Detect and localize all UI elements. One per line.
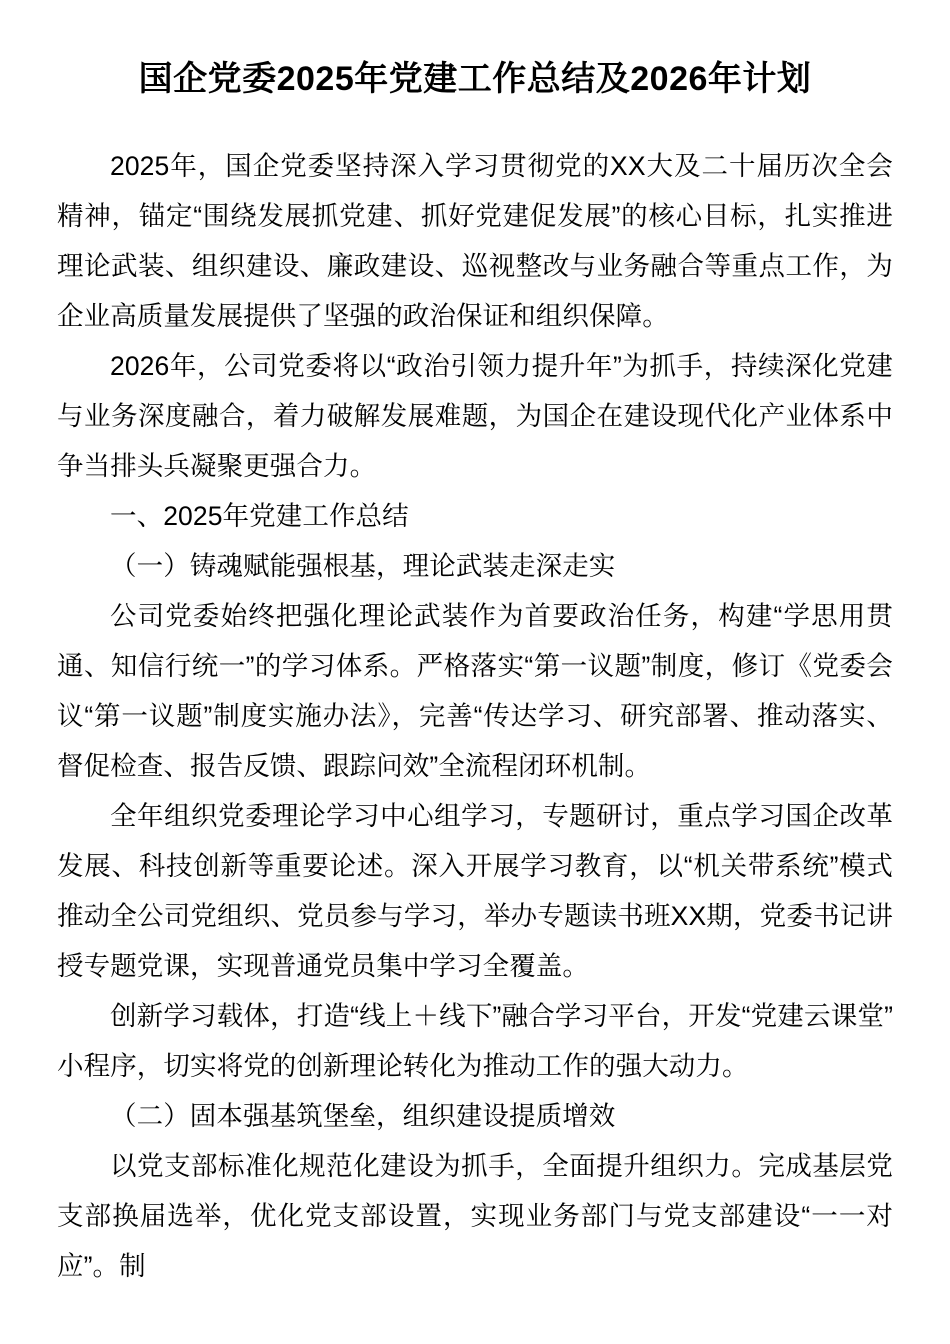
page-title: 国企党委2025年党建工作总结及2026年计划 — [138, 60, 812, 98]
paragraph-4: 全年组织党委理论学习中心组学习，专题研讨，重点学习国企改革发展、科技创新等重要论述。深入开展学习教育，以“机关带系统”模式推动全公司党组织、党员参与学习，举办专题读书班XX期，党委书记讲授专题党课，实现普通党员集中学习全覆盖。 — [57, 800, 893, 981]
paragraph-6: 以党支部标准化规范化建设为抓手，全面提升组织力。完成基层党支部换届选举，优化党支部设置，实现业务部门与党支部建设“一一对应”。制 — [57, 1150, 893, 1281]
paragraph-5: 创新学习载体，打造“线上＋线下”融合学习平台，开发“党建云课堂”小程序，切实将党的创新理论转化为推动工作的强大动力。 — [57, 1000, 893, 1081]
section-heading-1: 一、2025年党建工作总结 — [110, 500, 409, 531]
title-spacer — [57, 103, 893, 141]
paragraph-3: 公司党委始终把强化理论武装作为首要政治任务，构建“学思用贯通、知信行统一”的学习体系。严格落实“第一议题”制度，修订《党委会议“第一议题”制度实施办法》，完善“传达学习、研究部署、推动落实、督促检查、报告反馈、跟踪问效”全流程闭环机制。 — [57, 600, 893, 781]
paragraph-1: 2025年，国企党委坚持深入学习贯彻党的XX大及二十届历次全会精神，锚定“围绕发展抓党建、抓好党建促发展”的核心目标，扎实推进理论武装、组织建设、廉政建设、巡视整改与业务融合等重点工作，为企业高质量发展提供了坚强的政治保证和组织保障。 — [57, 150, 893, 331]
document-body — [57, 0, 893, 1291]
subsection-heading-1: （一）铸魂赋能强根基，理论武装走深走实 — [110, 550, 616, 581]
paragraph-2: 2026年，公司党委将以“政治引领力提升年”为抓手，持续深化党建与业务深度融合，着力破解发展难题，为国企在建设现代化产业体系中争当排头兵凝聚更强合力。 — [57, 350, 893, 481]
subsection-heading-2: （二）固本强基筑堡垒，组织建设提质增效 — [110, 1100, 616, 1131]
